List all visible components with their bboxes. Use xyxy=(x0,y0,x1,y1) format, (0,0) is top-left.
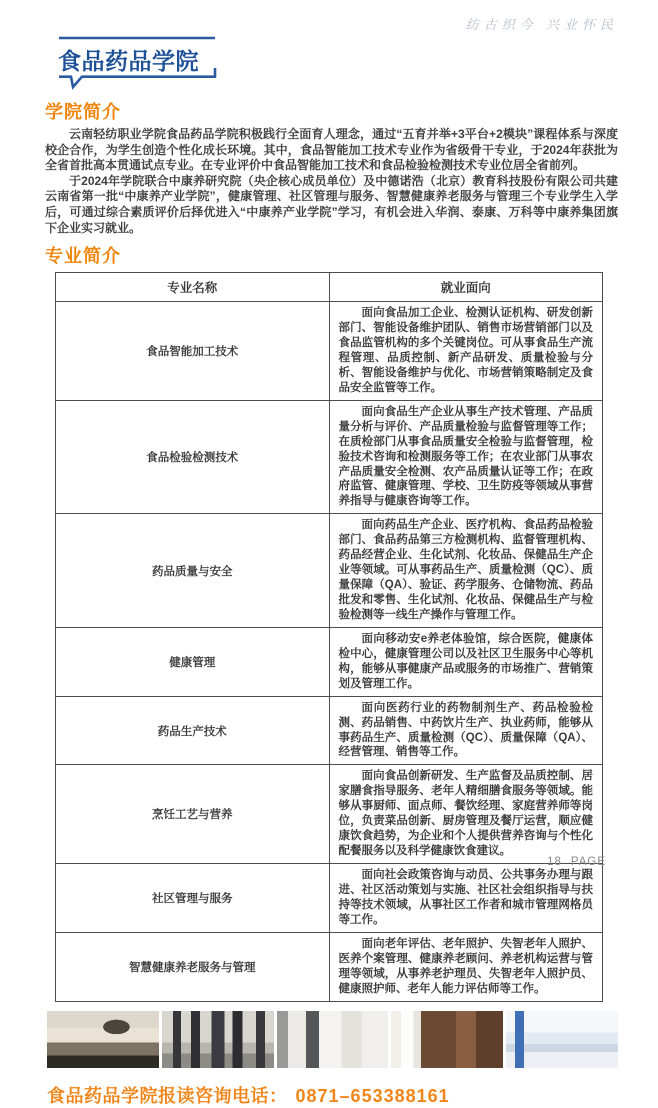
column-header-employment: 就业面向 xyxy=(329,273,603,302)
campus-photo-strip xyxy=(47,1011,618,1068)
table-row xyxy=(56,864,603,933)
major-name-cell: 智慧健康养老服务与管理 xyxy=(56,932,330,1001)
page-title: 食品药品学院 xyxy=(58,48,199,74)
majors-section-heading: 专业简介 xyxy=(45,246,121,267)
laboratory-photo xyxy=(277,1011,389,1068)
school-motto: 纺古织今 兴业怀民 xyxy=(465,17,618,32)
intro-section-heading: 学院简介 xyxy=(45,102,121,122)
employment-cell: 面向社会政策咨询与动员、公共事务办理与跟进、社区活动策划与实施、社区社会组织指导与扶持等技术领域，从事社区工作者和城市管理网格员等工作。 xyxy=(329,864,603,933)
employment-cell: 面向老年评估、老年照护、失智老年人照护、医养个案管理、健康养老顾问、养老机构运营与管理等领域，从事养老护理员、失智老年人照护员、健康照护师、老年人能力评估师等工作。 xyxy=(329,932,603,1001)
column-header-major: 专业名称 xyxy=(56,273,330,302)
classroom-lecture-photo xyxy=(47,1011,159,1068)
employment-cell: 面向食品创新研发、生产监督及品质控制、居家膳食指导服务、老年人精细膳食服务等领域。能够从事厨师、面点师、餐饮经理、家庭营养师等岗位，负责菜品创新、厨房管理及餐厅运营，顺应健康饮食趋势，为企业和个人提供营养咨询与个性化配餐服务以及科学健康饮食建议。 xyxy=(329,765,603,864)
tcm-pharmacy-photo xyxy=(391,1011,503,1068)
major-name-cell: 药品质量与安全 xyxy=(56,514,330,628)
page-footer xyxy=(547,856,606,868)
intro-paragraph-2: 于2024年学院联合中康养研究院（央企核心成员单位）及中德诺浩（北京）教育科技股份有限公司共建云南省第一批“中康养产业学院”，健康管理、社区管理与服务、智慧健康养老服务与管理三个专业学生入学后，可通过综合素质评价后择优进入“中康养产业学院”学习，有机会进入华润、泰康、万科等中康养集团旗下企业实习就业。 xyxy=(45,173,618,235)
table-row xyxy=(56,514,603,628)
admission-contact-line xyxy=(47,1082,618,1108)
exhibition-hall-photo xyxy=(506,1011,618,1068)
college-title-bubble xyxy=(55,36,225,92)
contact-label: 食品药品学院报读咨询电话： xyxy=(47,1085,288,1106)
table-row xyxy=(56,302,603,401)
table-row xyxy=(56,932,603,1001)
major-name-cell: 食品检验检测技术 xyxy=(56,400,330,514)
contact-phone-number: 0871–653388161 xyxy=(295,1085,450,1106)
intro-paragraph-1: 云南轻纺职业学院食品药品学院积极践行全面育人理念，通过“五育并举+3平台+2模块”课程体系与深度校企合作，为学生创造个性化成长环境。其中，食品智能加工技术专业作为省级骨干专业，于2024年获批为全省首批高本贯通试点专业。在专业评价中食品智能加工技术和食品检验检测技术专业位居全省前列。 xyxy=(45,127,618,173)
employment-cell: 面向食品加工企业、检测认证机构、研发创新部门、智能设备维护团队、销售市场营销部门以及食品监管机构的多个关键岗位。可从事食品生产流程管理、品质控制、新产品研发、质量检验与分析、智能设备维护与优化、市场营销策略制定及食品安全监管等工作。 xyxy=(329,302,603,401)
table-row xyxy=(56,400,603,514)
culinary-training-photo xyxy=(162,1011,274,1068)
table-row xyxy=(56,696,603,765)
major-name-cell: 社区管理与服务 xyxy=(56,864,330,933)
employment-cell: 面向药品生产企业、医疗机构、食品药品检验部门、食品药品第三方检测机构、监督管理机构、药品经营企业、生化试剂、化妆品、保健品生产企业等领域。可从事药品生产、质量检测（QC）、质量保障（QA）、验证、药学服务、仓储物流、药品批发和零售、生化试剂、化妆品、保健品生产与检验检测等一线生产操作与管理工作。 xyxy=(329,514,603,628)
table-row xyxy=(56,627,603,696)
majors-table xyxy=(55,272,603,1001)
major-name-cell: 烹饪工艺与营养 xyxy=(56,765,330,864)
page-label: PAGE xyxy=(570,856,606,868)
major-name-cell: 药品生产技术 xyxy=(56,696,330,765)
table-row xyxy=(56,765,603,864)
page-number: 18 xyxy=(547,856,562,868)
employment-cell: 面向医药行业的药物制剂生产、药品检验检测、药品销售、中药饮片生产、执业药师，能够从事药品生产、质量检测（QC）、质量保障（QA）、经营管理、销售等工作。 xyxy=(329,696,603,765)
employment-cell: 面向移动安e养老体验馆，综合医院，健康体检中心，健康管理公司以及社区卫生服务中心等机构，能够从事健康产品或服务的市场推广、营销策划及管理工作。 xyxy=(329,627,603,696)
major-name-cell: 健康管理 xyxy=(56,627,330,696)
table-header-row xyxy=(56,273,603,302)
employment-cell: 面向食品生产企业从事生产技术管理、产品质量分析与评价、产品质量检验与监督管理等工作；在质检部门从事食品质量安全检验与监督管理，检验技术咨询和检测服务等工作；在农业部门从事农产品质量安全检测、农产品质量认证等工作；在政府监管、健康管理、学校、卫生防疫等领域从事营养指导与健康咨询等工作。 xyxy=(329,400,603,514)
major-name-cell: 食品智能加工技术 xyxy=(56,302,330,401)
